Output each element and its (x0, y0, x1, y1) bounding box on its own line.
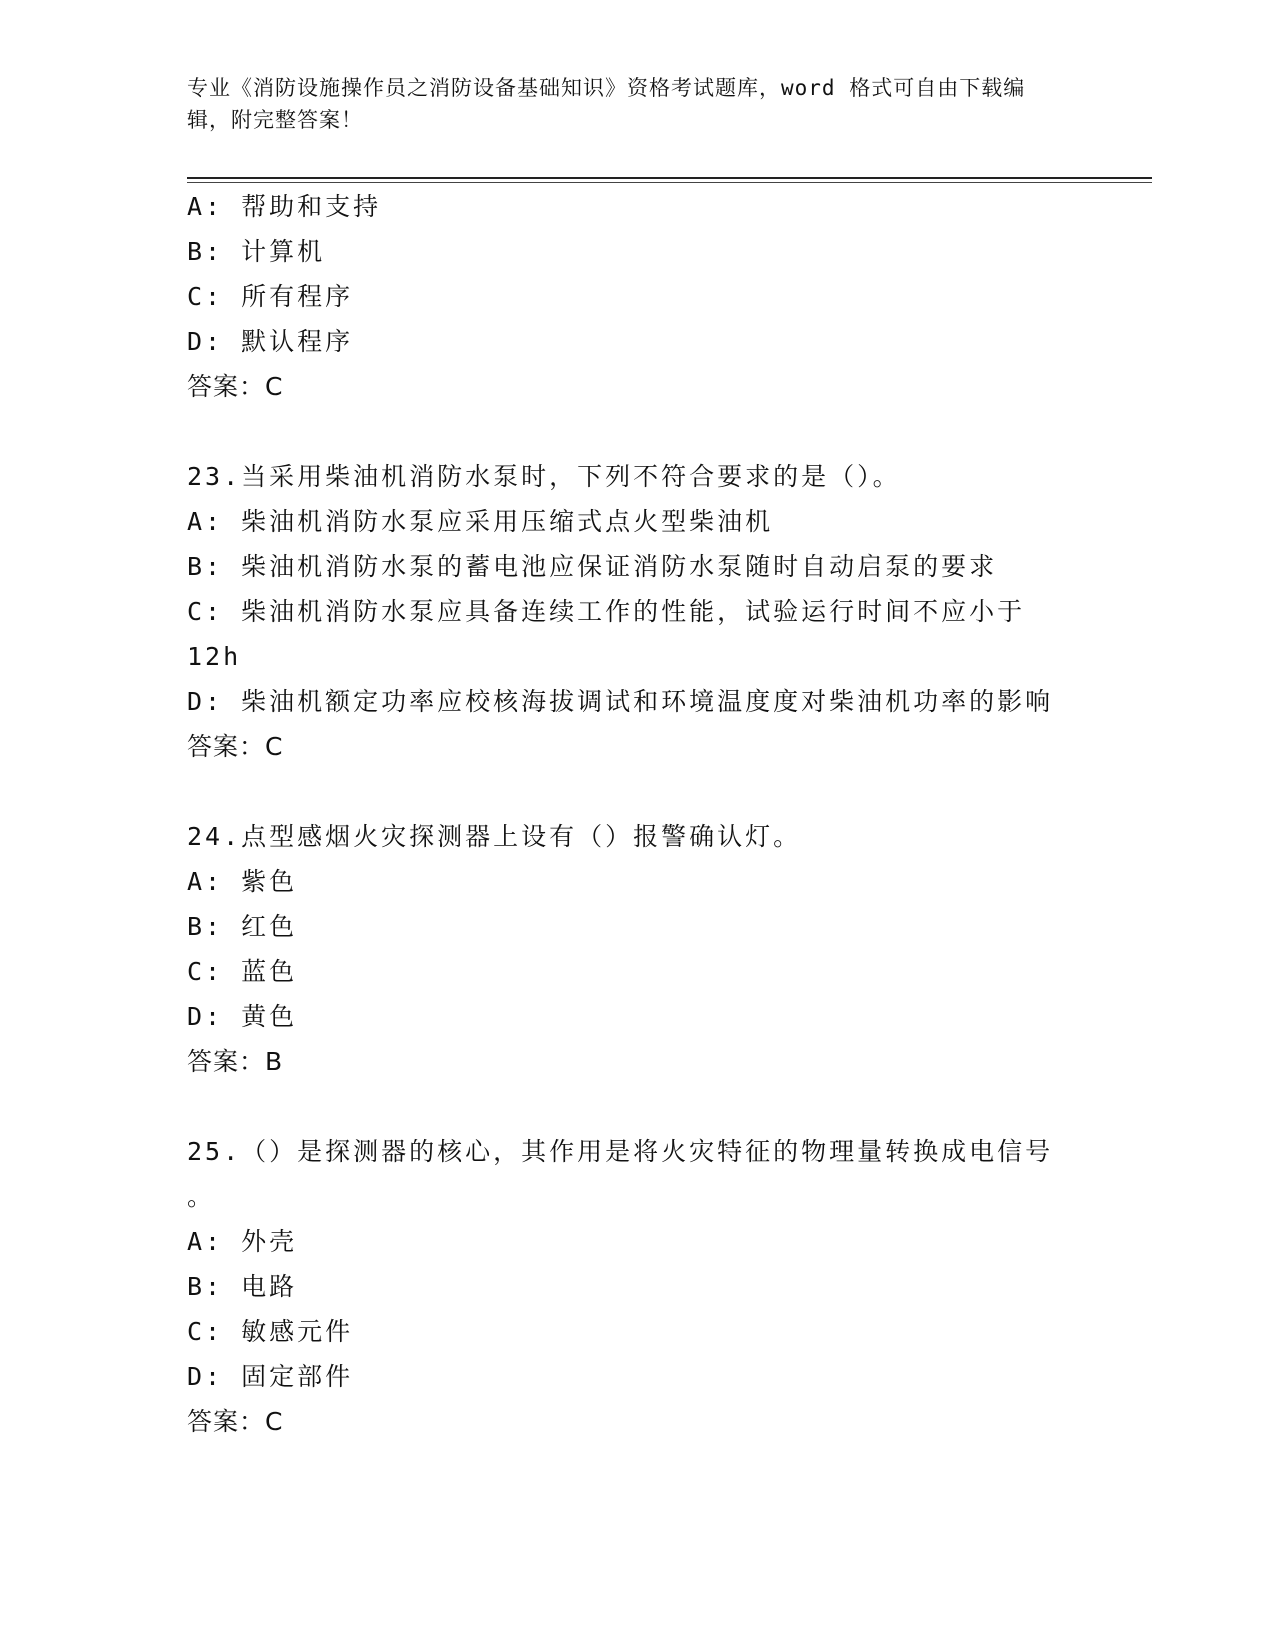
q25-option-d: D: 固定部件 (187, 1362, 354, 1391)
document-header: 专业《消防设施操作员之消防设备基础知识》资格考试题库，word 格式可自由下载编辑，附完整答案！ (187, 76, 1026, 132)
q25-option-b: B: 电路 (187, 1272, 298, 1301)
q23-option-b: B: 柴油机消防水泵的蓄电池应保证消防水泵随时自动启泵的要求 (187, 552, 998, 581)
prev-option-c: C: 所有程序 (187, 282, 354, 311)
q23-option-a: A: 柴油机消防水泵应采用压缩式点火型柴油机 (187, 507, 774, 536)
q24-option-d: D: 黄色 (187, 1002, 298, 1031)
q23-option-c: C: 柴油机消防水泵应具备连续工作的性能，试验运行时间不应小于 (187, 597, 1026, 626)
prev-option-d: D: 默认程序 (187, 327, 354, 356)
q24-option-b: B: 红色 (187, 912, 298, 941)
prev-option-a: A: 帮助和支持 (187, 192, 382, 221)
q23-option-d: D: 柴油机额定功率应校核海拔调试和环境温度度对柴油机功率的影响 (187, 687, 1054, 716)
q24-option-c: C: 蓝色 (187, 957, 298, 986)
q25-option-c: C: 敏感元件 (187, 1317, 354, 1346)
q24-answer: 答案：B (187, 1047, 284, 1076)
q24-option-a: A: 紫色 (187, 867, 298, 896)
q25-question-continued: 。 (187, 1182, 216, 1211)
q23-option-c-continued: 12h (187, 642, 242, 671)
q24-question: 24.点型感烟火灾探测器上设有（）报警确认灯。 (187, 822, 802, 851)
prev-option-b: B: 计算机 (187, 237, 326, 266)
q23-question: 23.当采用柴油机消防水泵时，下列不符合要求的是（）。 (187, 462, 901, 491)
header-divider (187, 177, 1152, 179)
prev-answer: 答案：C (187, 372, 284, 401)
q25-question: 25.（）是探测器的核心，其作用是将火灾特征的物理量转换成电信号 (187, 1137, 1054, 1166)
q25-answer: 答案：C (187, 1407, 284, 1436)
q25-option-a: A: 外壳 (187, 1227, 298, 1256)
header-divider-thin (187, 182, 1152, 183)
q23-answer: 答案：C (187, 732, 284, 761)
